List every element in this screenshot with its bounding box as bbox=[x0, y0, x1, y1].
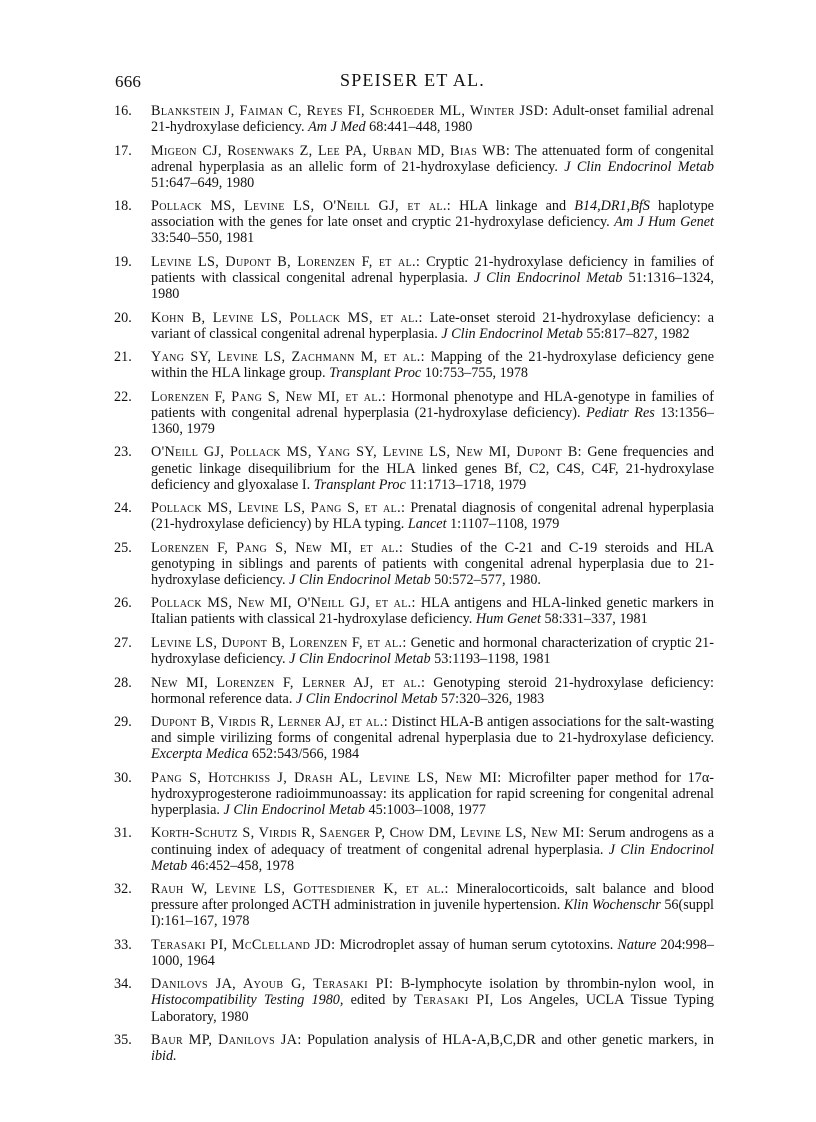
reference-number: 30. bbox=[114, 769, 132, 786]
reference-item bbox=[114, 254, 714, 302]
reference-italic-text: Lancet bbox=[407, 516, 447, 533]
reference-italic-text: J Clin Endocrinol Metab bbox=[473, 270, 623, 287]
reference-text: B-lymphocyte isolation by thrombin-nylon wool, in bbox=[393, 976, 714, 993]
reference-text: Hormonal phenotype and HLA-genotype in families of patients with congenital adrenal hyperplasia (21-hydroxylase deficiency). bbox=[151, 388, 714, 421]
reference-item bbox=[114, 310, 714, 342]
reference-number: 24. bbox=[114, 500, 132, 517]
reference-italic-text: ibid. bbox=[151, 1048, 177, 1065]
reference-text: 51:1316–1324, 1980 bbox=[151, 270, 714, 303]
reference-text: Microfilter paper method for 17α-hydroxyprogesterone radioimmunoassay: its application for rapid screening for congenital adrenal hyperplasia. bbox=[151, 769, 714, 818]
reference-item bbox=[114, 349, 714, 381]
reference-text: 204:998–1000, 1964 bbox=[151, 936, 714, 969]
reference-italic-text: Klin Wochenschr bbox=[563, 897, 661, 914]
reference-text: edited by bbox=[343, 992, 414, 1009]
reference-authors: New MI, Lorenzen F, Lerner AJ, et al.: bbox=[151, 674, 426, 691]
reference-item bbox=[114, 444, 714, 492]
reference-text: 13:1356–1360, 1979 bbox=[151, 404, 714, 437]
reference-text: 56(suppl I):161–167, 1978 bbox=[151, 897, 714, 930]
reference-authors: Yang SY, Levine LS, Zachmann M, et al.: bbox=[151, 349, 425, 366]
reference-item bbox=[114, 1032, 714, 1064]
reference-item bbox=[114, 103, 714, 135]
reference-italic-text: Excerpta Medica bbox=[151, 746, 249, 763]
reference-item bbox=[114, 198, 714, 246]
reference-item bbox=[114, 825, 714, 873]
reference-item bbox=[114, 675, 714, 707]
reference-text: 11:1713–1718, 1979 bbox=[405, 476, 527, 493]
reference-authors: Terasaki PI, bbox=[413, 992, 494, 1009]
reference-authors: O'Neill GJ, Pollack MS, Yang SY, Levine LS, New MI, Dupont B: bbox=[151, 444, 582, 461]
reference-item bbox=[114, 595, 714, 627]
reference-italic-text: J Clin Endocrinol Metab bbox=[295, 690, 438, 707]
reference-text: Adult-onset familial adrenal 21-hydroxylase deficiency. bbox=[151, 103, 714, 136]
reference-text: 45:1003–1008, 1977 bbox=[364, 801, 486, 818]
reference-text: 652:543/566, 1984 bbox=[248, 746, 360, 763]
reference-italic-text: J Clin Endocrinol Metab bbox=[151, 841, 714, 874]
reference-text: 1:1107–1108, 1979 bbox=[446, 516, 560, 533]
reference-number: 31. bbox=[114, 825, 132, 842]
reference-item bbox=[114, 770, 714, 818]
reference-item bbox=[114, 714, 714, 762]
reference-text: Cryptic 21-hydroxylase deficiency in families of patients with classical congenital adrenal hyperplasia. bbox=[151, 253, 715, 287]
reference-item bbox=[114, 976, 714, 1024]
reference-authors: Levine LS, Dupont B, Lorenzen F, et al.: bbox=[151, 253, 421, 270]
reference-italic-text: Am J Med bbox=[308, 119, 366, 136]
reference-text: The attenuated form of congenital adrenal hyperplasia as an allelic form of 21-hydroxylase deficiency. bbox=[151, 142, 714, 175]
reference-authors: Korth-Schutz S, Virdis R, Saenger P, Chow DM, Levine LS, New MI: bbox=[151, 825, 585, 842]
reference-authors: Baur MP, Danilovs JA: bbox=[151, 1032, 302, 1049]
reference-text: 50:572–577, 1980. bbox=[430, 571, 541, 588]
reference-italic-text: Nature bbox=[617, 936, 657, 953]
reference-item bbox=[114, 389, 714, 437]
reference-italic-text: Hum Genet bbox=[475, 611, 541, 628]
reference-authors: Dupont B, Virdis R, Lerner AJ, et al.: bbox=[151, 714, 388, 731]
reference-italic-text: Am J Hum Genet bbox=[614, 214, 715, 231]
reference-italic-text: B14,DR1,BfS bbox=[574, 198, 650, 215]
reference-text: Late-onset steroid 21-hydroxylase deficiency: a variant of classical congenital adrenal hyperplasia. bbox=[151, 309, 715, 342]
reference-item bbox=[114, 881, 714, 929]
reference-text: HLA antigens and HLA-linked genetic markers in Italian patients with classical 21-hydroxylase deficiency. bbox=[151, 595, 714, 628]
reference-text: Genotyping steroid 21-hydroxylase deficiency: hormonal reference data. bbox=[151, 674, 714, 707]
reference-text: 46:452–458, 1978 bbox=[187, 857, 295, 874]
reference-text: Mapping of the 21-hydroxylase deficiency gene within the HLA linkage group. bbox=[151, 349, 714, 382]
reference-number: 33. bbox=[114, 936, 132, 953]
reference-authors: Pollack MS, Levine LS, Pang S, et al.: bbox=[151, 500, 406, 517]
reference-text: Mineralocorticoids, salt balance and blood pressure after prolonged ACTH administration in juvenile hypertension. bbox=[151, 881, 714, 914]
reference-italic-text: J Clin Endocrinol Metab bbox=[289, 651, 431, 668]
reference-item bbox=[114, 500, 714, 532]
reference-item bbox=[114, 635, 714, 667]
reference-number: 17. bbox=[114, 142, 132, 159]
reference-authors: Lorenzen F, Pang S, New MI, et al.: bbox=[151, 539, 404, 556]
reference-number: 19. bbox=[114, 253, 132, 270]
reference-text: Gene frequencies and genetic linkage disequilibrium for the HLA linked genes Bf, C2, C4S, C4F, 21-hydroxylase deficiency and glyoxalase I. bbox=[151, 444, 714, 493]
reference-italic-text: Pediatr Res bbox=[586, 404, 655, 421]
reference-text: Population analysis of HLA-A,B,C,DR and other genetic markers, in bbox=[301, 1032, 714, 1049]
reference-italic-text: Histocompatibility Testing 1980, bbox=[151, 992, 344, 1009]
reference-authors: Kohn B, Levine LS, Pollack MS, et al.: bbox=[151, 309, 423, 326]
reference-number: 26. bbox=[114, 595, 132, 612]
reference-italic-text: Transplant Proc bbox=[329, 365, 422, 382]
page-number: 666 bbox=[115, 72, 142, 91]
reference-italic-text: J Clin Endocrinol Metab bbox=[289, 571, 431, 588]
reference-text: 53:1193–1198, 1981 bbox=[430, 651, 551, 668]
reference-text: 51:647–649, 1980 bbox=[151, 174, 255, 191]
reference-text: Los Angeles, UCLA Tissue Typing Laboratory, 1980 bbox=[151, 992, 714, 1025]
reference-authors: Pang S, Hotchkiss J, Drash AL, Levine LS, New MI: bbox=[151, 769, 502, 786]
reference-italic-text: J Clin Endocrinol Metab bbox=[223, 801, 365, 818]
running-head: SPEISER ET AL. bbox=[340, 70, 485, 90]
reference-number: 35. bbox=[114, 1032, 132, 1049]
reference-number: 29. bbox=[114, 714, 132, 731]
reference-text: 68:441–448, 1980 bbox=[365, 119, 473, 136]
reference-authors: Migeon CJ, Rosenwaks Z, Lee PA, Urban MD, Bias WB: bbox=[151, 142, 511, 159]
reference-text: HLA linkage and bbox=[451, 198, 575, 215]
reference-item bbox=[114, 937, 714, 969]
reference-text: 10:753–755, 1978 bbox=[421, 365, 529, 382]
reference-text: Microdroplet assay of human serum cytotoxins. bbox=[335, 936, 618, 953]
reference-number: 28. bbox=[114, 674, 132, 691]
reference-number: 23. bbox=[114, 444, 132, 461]
reference-number: 25. bbox=[114, 539, 132, 556]
reference-italic-text: J Clin Endocrinol Metab bbox=[564, 158, 714, 175]
reference-authors: Pollack MS, New MI, O'Neill GJ, et al.: bbox=[151, 595, 416, 612]
reference-authors: Blankstein J, Faiman C, Reyes FI, Schroeder ML, Winter JSD: bbox=[151, 103, 549, 119]
reference-list bbox=[114, 103, 714, 1072]
reference-text: Distinct HLA-B antigen associations for the salt-wasting and simple virilizing forms of congenital adrenal hyperplasia due to 21-hydroxylase deficiency. bbox=[151, 714, 715, 747]
reference-number: 32. bbox=[114, 881, 132, 898]
reference-number: 16. bbox=[114, 103, 132, 119]
reference-text: haplotype association with the genes for late onset and cryptic 21-hydroxylase deficiency. bbox=[151, 198, 714, 231]
reference-text: 57:320–326, 1983 bbox=[437, 690, 545, 707]
reference-text: 55:817–827, 1982 bbox=[582, 325, 690, 342]
reference-number: 34. bbox=[114, 976, 132, 993]
reference-text: Prenatal diagnosis of congenital adrenal hyperplasia (21-hydroxylase deficiency) by HLA typing. bbox=[151, 500, 714, 533]
reference-italic-text: Transplant Proc bbox=[313, 476, 406, 493]
reference-text: Studies of the C-21 and C-19 steroids and HLA genotyping in siblings and parents of patients with congenital adrenal hyperplasia due to 21-hydroxylase deficiency. bbox=[151, 539, 714, 588]
reference-authors: Lorenzen F, Pang S, New MI, et al.: bbox=[151, 388, 387, 405]
reference-text: Genetic and hormonal characterization of cryptic 21-hydroxylase deficiency. bbox=[151, 634, 714, 668]
reference-authors: Danilovs JA, Ayoub G, Terasaki PI: bbox=[151, 976, 394, 993]
reference-authors: Pollack MS, Levine LS, O'Neill GJ, et al.: bbox=[151, 198, 452, 215]
reference-text: 33:540–550, 1981 bbox=[151, 230, 255, 247]
reference-italic-text: J Clin Endocrinol Metab bbox=[441, 325, 583, 342]
reference-number: 20. bbox=[114, 309, 132, 326]
reference-number: 22. bbox=[114, 388, 132, 405]
reference-number: 21. bbox=[114, 349, 132, 366]
reference-text: 58:331–337, 1981 bbox=[540, 611, 648, 628]
reference-text: Serum androgens as a continuing index of adequacy of treatment of congenital adrenal hyperplasia. bbox=[151, 825, 714, 858]
reference-authors: Levine LS, Dupont B, Lorenzen F, et al.: bbox=[151, 634, 407, 651]
reference-authors: Rauh W, Levine LS, Gottesdiener K, et al.: bbox=[151, 881, 449, 898]
reference-number: 18. bbox=[114, 198, 132, 215]
reference-item bbox=[114, 540, 714, 588]
reference-authors: Terasaki PI, McClelland JD: bbox=[151, 936, 336, 953]
reference-number: 27. bbox=[114, 634, 132, 651]
reference-item bbox=[114, 143, 714, 191]
